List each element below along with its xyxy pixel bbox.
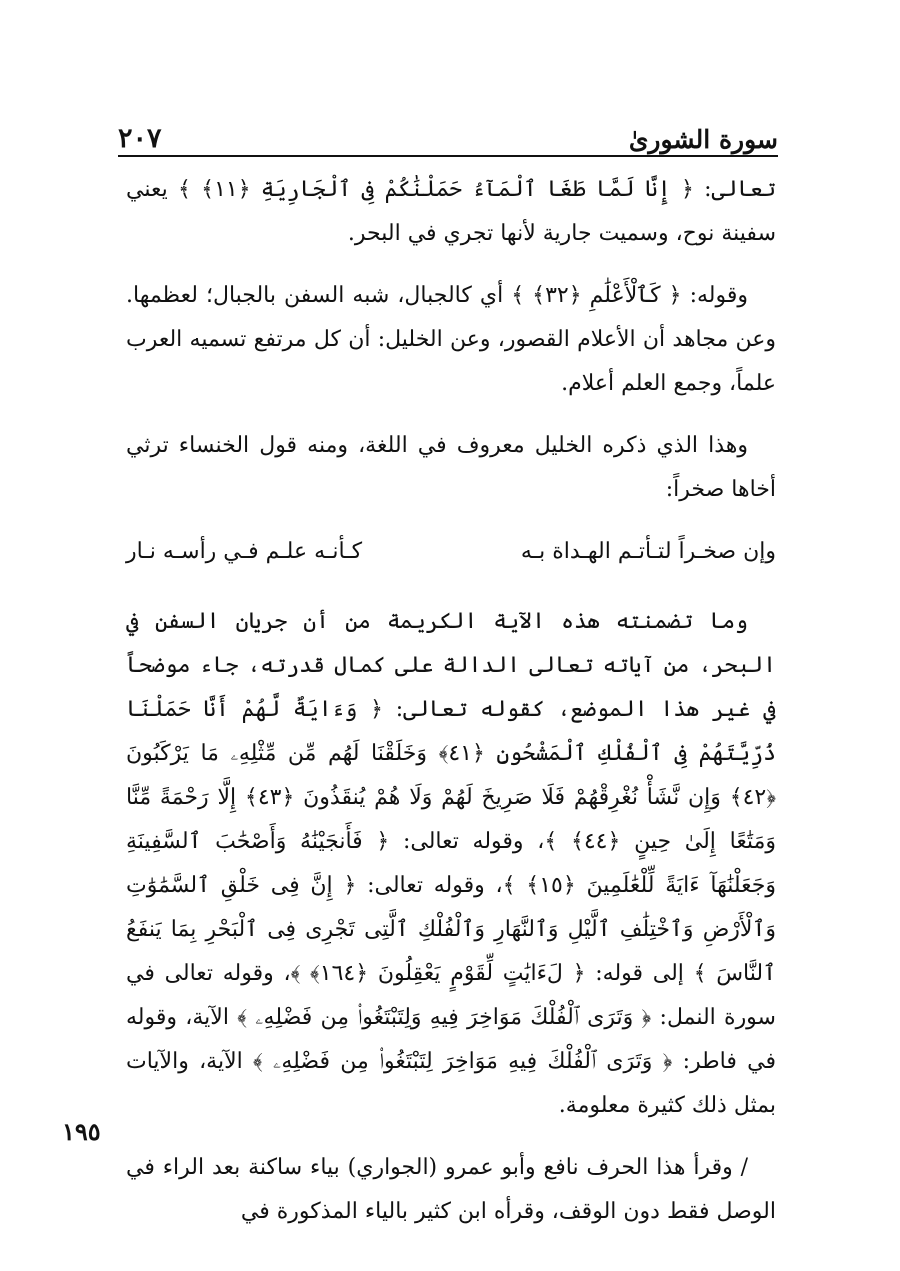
paragraph-4: وما تضمنته هذه الآية الكريمة من أن جريان السفن في البحر، من آياته تعالى الدالة على كمال قدرته، جاء موضحاً في غير هذا الموضع، كقوله تعالى: ﴿ وَءَايَةٌ لَّهُمْ أَنَّا حَمَلْنَا ذُرِّيَّتَهُمْ فِى ٱلْفُلْكِ ٱلْمَشْحُونِ ﴿٤١﴾ وَخَلَقْنَا لَهُم مِّن مِّثْلِهِۦ مَا يَرْكَبُونَ ﴿٤٢﴾ وَإِن نَّشَأْ نُغْرِقْهُمْ فَلَا صَرِيخَ لَهُمْ وَلَا هُمْ يُنقَذُونَ ﴿٤٣﴾ إِلَّا رَحْمَةً مِّنَّا وَمَتَٰعًا إِلَىٰ حِينٍ ﴿٤٤﴾ ﴾، وقوله تعالى: ﴿ فَأَنجَيْنَٰهُ وَأَصْحَٰبَ ٱلسَّفِينَةِ وَجَعَلْنَٰهَآ ءَايَةً لِّلْعَٰلَمِينَ ﴿١٥﴾ ﴾، وقوله تعالى: ﴿ إِنَّ فِى خَلْقِ ٱلسَّمَٰوَٰتِ وَٱلْأَرْضِ وَٱخْتِلَٰفِ ٱلَّيْلِ وَٱلنَّهَارِ وَٱلْفُلْكِ ٱلَّتِى تَجْرِى فِى ٱلْبَحْرِ بِمَا يَنفَعُ ٱلنَّاسَ ﴾ إلى قوله: ﴿ لَءَايَٰتٍ لِّقَوْمٍ يَعْقِلُونَ ﴿١٦٤﴾ ﴾، وقوله تعالى في سورة النمل: ﴿ وَتَرَى ٱلْفُلْكَ مَوَاخِرَ فِيهِ وَلِتَبْتَغُوا۟ مِن فَضْلِهِۦ ﴾ الآية، وقوله في فاطر: ﴿ وَتَرَى ٱلْفُلْكَ فِيهِ مَوَاخِرَ لِتَبْتَغُوا۟ مِن فَضْلِهِۦ ﴾ الآية، والآيات بمثل ذلك كثيرة معلومة. [126,609,776,1118]
paragraph-5: / وقرأ هذا الحرف نافع وأبو عمرو (الجواري) بياء ساكنة بعد الراء في الوصل فقط دون الوقف، وقرأه ابن كثير بالياء المذكورة في [126,1155,776,1224]
margin-page-reference: ١٩٥ [62,1117,101,1146]
paragraph-3: وهذا الذي ذكره الخليل معروف في اللغة، ومنه قول الخنساء ترثي أخاها صخراً: [126,433,776,502]
header-rule [118,155,778,157]
page-number: ٢٠٧ [118,123,162,154]
page-body [126,168,776,1252]
verse-first-half: وإن صخـراً لتـأتـم الهـداة بـه [520,539,776,564]
verse-second-half: كـأنـه علـم فـي رأسـه نـار [126,539,363,564]
surah-title: سورة الشورىٰ [628,125,778,154]
poetry-verse [126,530,776,574]
paragraph-1: تعالى: ﴿ إِنَّا لَمَّا طَغَا ٱلْمَآءُ حَمَلْنَٰكُمْ فِى ٱلْجَارِيَةِ ﴿١١﴾ ﴾ يعني سفينة نوح، وسميت جارية لأنها تجري في البحر. [126,177,776,246]
page-header [118,110,778,154]
paragraph-2: وقوله: ﴿ كَٱلْأَعْلَٰمِ ﴿٣٢﴾ ﴾ أي كالجبال، شبه السفن بالجبال؛ لعظمها. وعن مجاهد أن الأعلام القصور، وعن الخليل: أن كل مرتفع تسميه العرب علماً، وجمع العلم أعلام. [126,283,776,396]
